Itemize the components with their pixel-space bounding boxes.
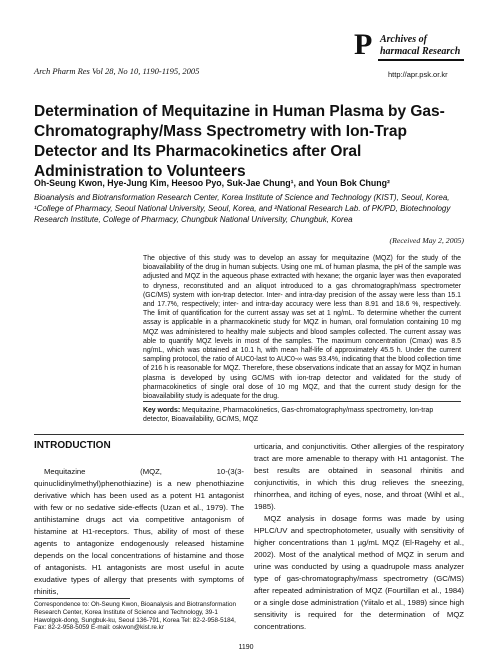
abstract-divider — [143, 401, 461, 402]
article-title: Determination of Mequitazine in Human Plasma by Gas-Chromatography/Mass Spectrometry with Ion-Trap Detector and Its Pharmacokinetics after Oral Administration to Volunteers — [34, 103, 445, 180]
logo-line-2: harmacal Research — [380, 46, 461, 57]
authors: Oh-Seung Kwon, Hye-Jung Kim, Heesoo Pyo, Suk-Jae Chung¹, and Youn Bok Chung² — [34, 178, 390, 188]
keywords — [143, 406, 461, 424]
page-number: 1190 — [238, 644, 254, 651]
journal-url: http://apr.psk.or.kr — [388, 70, 448, 79]
keywords-label: Key words: — [143, 407, 181, 414]
journal-logo — [354, 30, 464, 70]
logo-monogram: P — [354, 28, 373, 61]
affiliations: Bioanalysis and Biotransformation Research Center, Korea Institute of Science and Technology (KIST), Seoul, Korea, ¹College of Pharmacy, Seoul National University, Seoul, Korea, and ²National Research Lab. of PK/PD, Biotechnology Research Institute, College of Pharmacy, Chungbuk National University, Chungbuk, Korea — [34, 193, 451, 224]
logo-line-1: Archives of — [380, 34, 427, 45]
received-date: (Received May 2, 2005) — [389, 236, 464, 245]
section-divider — [34, 434, 464, 435]
logo-rule — [378, 59, 464, 61]
abstract: The objective of this study was to develop an assay for mequitazine (MQZ) for the study of the bioavailability of the drug in human subjects. Using one mL of human plasma, the pH of the sample was adjusted and MQZ in the aqueous phase extracted with hexane; the organic layer was then evaporated to dryness, reconstituted and an aliquot introduced to a gas chromatograph/mass spectrometer (GC/MS) system with ion-trap detector. Inter- and intra-day precision of the assay were less than 15.1 and 17.7%, respectively; inter- and intra-day accuracy were less than 8.91 and 18.6 %, respectively. The limit of quantification for the current assay was set at 1 ng/mL. To determine whether the current assay is applicable in a pharmacokinetic study for MQZ in human, oral formulation containing 10 mg MQZ was administered to healthy male subjects and blood samples collected. The current assay was able to quantify MQZ levels in most of the samples. The maximum concentration (Cmax) was 8.5 ng/mL, which was obtained at 10.1 h, with mean half-life of approximately 45.5 h. Under the current sampling protocol, the ratio of AUC0-last to AUC0-∞ was 93.4%, indicating that the blood collection time of 216 h is reasonable for MQZ. Therefore, these observations indicate that an assay for MQZ in human plasma is developed by using GC/MS with ion-trap detector and validated for the study of pharmacokinetics of single oral dose of 10 mg MQZ, and that the current study design for the bioavailability study is adequate for the drug. — [143, 255, 461, 401]
intro-paragraph-2: urticaria, and conjunctivitis. Other allergies of the respiratory tract are more amenable to therapy with H1 antagonist. The best results are obtained in seasonal rhinitis and conjunctivitis, in which this drug relieves the sneezing, rhinorrhea, and itching of eyes, nose, and throat (Wihl et al., 1985). — [254, 442, 464, 511]
journal-citation: Arch Pharm Res Vol 28, No 10, 1190-1195, 2005 — [34, 66, 200, 76]
correspondence-footnote: Correspondence to: Oh-Seung Kwon, Bioanalysis and Biotransformation Research Center, Korea Institute of Science and Technology, 39-1 Hawolgok-dong, Sungbuk-ku, Seoul 136-791, Korea Tel: 82-2-958-5184, Fax: 82-2-958-5059 E-mail: oskwon@kist.re.kr — [34, 601, 236, 632]
introduction-heading: INTRODUCTION — [34, 440, 111, 451]
intro-paragraph-1: Mequitazine (MQZ, 10-(3(3-quinuclidinylmethyl)phenothiazine) is a new phenothiazine derivative which has been used as a potent H1 antagonist with few or no sedative side-effects (Uzan et al., 1979). The antihistamine drugs act via competitive antagonism of histamine at H1-receptors. Thus, ability of most of these agents to antagonize endogenously released histamine depends on the local concentrations of histamine and those of antagonists. H1 antagonists are most useful in acute exudative types of allergy that presents with symptoms of rhinitis, — [34, 467, 244, 596]
intro-paragraph-3: MQZ analysis in dosage forms was made by using HPLC/UV and spectrophotometer, usually with sensitivity of higher concentrations than 1 µg/mL MQZ (El-Ragehy et al., 2002). Most of the analytical method of MQZ in serum and urine was conducted by using a quadrupole mass analyzer type of gas-chromatography/mass spectrometry (GC/MS) after repeated administration of MQZ (Fourtillan et al., 1984) or a single dose administration (Yiitalo et al., 1989) since high sensitivity is required for the determination of MQZ concentrations. — [254, 514, 464, 631]
right-column — [254, 441, 464, 633]
footnote-divider — [34, 598, 130, 599]
keywords-text: Mequitazine, Pharmacokinetics, Gas-chromatography/mass spectrometry, Ion-trap detector, Bioavailability, GC/MS, MQZ — [143, 407, 434, 424]
